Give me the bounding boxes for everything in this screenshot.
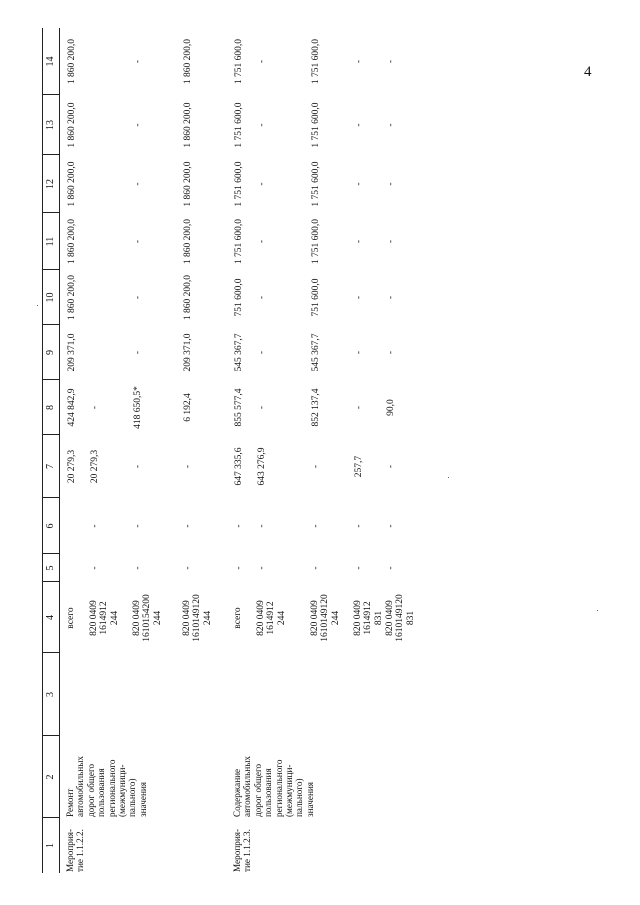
value-cell: 1 860 200,0 xyxy=(67,38,77,85)
value-cell: 209 371,0 xyxy=(67,333,77,372)
header-number: 4 xyxy=(45,615,56,620)
value-cell: - xyxy=(386,295,396,300)
value-cell: 647 335,6 xyxy=(234,447,244,486)
measure-description: автомобильных xyxy=(242,756,253,817)
measure-title: Мероприя- xyxy=(65,828,75,872)
value-cell: - xyxy=(133,123,143,127)
budget-code: всего xyxy=(233,607,243,629)
value-cell: - xyxy=(133,524,143,528)
value-cell: - xyxy=(257,182,267,186)
value-cell: - xyxy=(183,524,193,528)
header-number: 14 xyxy=(45,56,56,67)
value-cell: - xyxy=(234,524,244,528)
column-divider xyxy=(42,324,60,325)
header-number: 5 xyxy=(45,565,56,571)
column-divider xyxy=(42,553,60,554)
measure-title: Мероприя- xyxy=(232,828,242,872)
value-cell: 418 650,5* xyxy=(133,386,143,429)
value-cell: 6 192,4 xyxy=(183,393,193,422)
budget-code: 244 xyxy=(109,610,120,626)
value-cell: 545 367,7 xyxy=(234,333,244,372)
value-cell: - xyxy=(257,123,267,127)
header-number: 12 xyxy=(45,179,56,189)
value-cell: - xyxy=(386,59,396,64)
column-divider xyxy=(42,379,60,380)
value-cell: - xyxy=(311,464,321,469)
value-cell: 1 860 200,0 xyxy=(67,102,77,148)
budget-code: 820 0409 xyxy=(182,600,192,636)
value-cell: 751 600,0 xyxy=(234,278,244,317)
scan-speck xyxy=(597,610,598,611)
value-cell: - xyxy=(354,350,364,355)
measure-description: значения xyxy=(137,781,148,817)
value-cell: 1 751 600,0 xyxy=(311,218,321,265)
value-cell: 1 751 600,0 xyxy=(234,218,244,265)
value-cell: - xyxy=(133,566,143,570)
value-cell: - xyxy=(354,524,364,528)
header-number: 3 xyxy=(45,692,56,697)
measure-description: Ремонт xyxy=(65,788,75,817)
value-cell: - xyxy=(183,464,193,469)
column-divider xyxy=(42,735,60,736)
value-cell: - xyxy=(133,350,143,355)
value-cell: - xyxy=(257,405,267,410)
budget-code: 820 0409 xyxy=(89,600,99,636)
measure-title: тие 1.1.2.2. xyxy=(75,829,86,872)
value-cell: 751 600,0 xyxy=(311,278,321,317)
value-cell: 257,7 xyxy=(354,455,364,478)
measure-description: дорог общего xyxy=(85,763,96,817)
value-cell: 855 577,4 xyxy=(234,388,244,427)
budget-code: 244 xyxy=(202,610,213,626)
value-cell: - xyxy=(234,566,244,570)
value-cell: - xyxy=(354,566,364,570)
header-number: 1 xyxy=(45,843,56,848)
header-number: 6 xyxy=(45,523,56,529)
budget-code: 1614912 xyxy=(99,601,110,635)
value-cell: - xyxy=(311,524,321,528)
budget-code: 1610149120 xyxy=(395,594,406,642)
measure-description: пального) xyxy=(127,778,138,817)
value-cell: 1 751 600,0 xyxy=(311,161,321,207)
measure-description: пользования xyxy=(96,768,107,817)
budget-code: 820 0409 xyxy=(385,600,395,636)
value-cell: - xyxy=(386,566,396,570)
header-number: 7 xyxy=(45,464,56,469)
measure-description: пользования xyxy=(263,768,274,817)
budget-code: 831 xyxy=(373,610,384,626)
value-cell: - xyxy=(257,350,267,355)
measure-description: регионального xyxy=(106,759,117,817)
column-divider xyxy=(42,269,60,270)
column-divider xyxy=(42,652,60,653)
value-cell: - xyxy=(133,239,143,244)
value-cell: 1 860 200,0 xyxy=(67,218,77,265)
measure-description: автомобильных xyxy=(75,756,86,817)
measure-description: пального) xyxy=(294,778,305,817)
value-cell: - xyxy=(257,239,267,244)
value-cell: - xyxy=(257,295,267,300)
value-cell: 90,0 xyxy=(386,399,396,416)
value-cell: 1 751 600,0 xyxy=(234,161,244,207)
value-cell: - xyxy=(133,59,143,64)
value-cell: - xyxy=(90,405,100,410)
value-cell: 643 276,9 xyxy=(257,447,267,486)
budget-code: 820 0409 xyxy=(132,600,142,636)
value-cell: - xyxy=(386,123,396,127)
budget-code: 1614912 xyxy=(266,601,277,635)
value-cell: - xyxy=(354,123,364,127)
value-cell: - xyxy=(257,566,267,570)
column-divider xyxy=(42,434,60,435)
value-cell: - xyxy=(354,295,364,300)
budget-code: 244 xyxy=(152,610,163,626)
value-cell: - xyxy=(386,182,396,186)
measure-title: тие 1.1.2.3. xyxy=(242,829,253,872)
value-cell: 545 367,7 xyxy=(311,333,321,372)
value-cell: - xyxy=(386,239,396,244)
value-cell: - xyxy=(257,59,267,64)
value-cell: 1 860 200,0 xyxy=(183,218,193,265)
column-divider xyxy=(42,581,60,582)
measure-description: значения xyxy=(304,781,315,817)
value-cell: 209 371,0 xyxy=(183,333,193,372)
value-cell: 1 751 600,0 xyxy=(234,102,244,148)
header-number: 2 xyxy=(45,774,56,780)
value-cell: - xyxy=(133,464,143,469)
value-cell: 1 860 200,0 xyxy=(183,38,193,85)
budget-code: 820 0409 xyxy=(353,600,363,636)
value-cell: - xyxy=(354,182,364,186)
header-number: 10 xyxy=(45,292,56,303)
column-divider xyxy=(42,212,60,213)
value-cell: - xyxy=(311,566,321,570)
budget-code: 244 xyxy=(330,610,341,626)
value-cell: 424 842,9 xyxy=(67,388,77,427)
column-divider xyxy=(42,497,60,498)
budget-code: всего xyxy=(66,607,76,629)
value-cell: 1 860 200,0 xyxy=(183,102,193,148)
value-cell: - xyxy=(257,524,267,528)
measure-description: регионального xyxy=(273,759,284,817)
value-cell: 20 279,3 xyxy=(67,449,77,484)
value-cell: 1 751 600,0 xyxy=(311,102,321,148)
value-cell: 1 860 200,0 xyxy=(67,274,77,321)
value-cell: - xyxy=(354,239,364,244)
column-divider xyxy=(42,94,60,95)
budget-code: 1610149120 xyxy=(320,594,331,642)
measure-description: (межмуници- xyxy=(284,764,294,817)
value-cell: 1 860 200,0 xyxy=(183,274,193,321)
header-number: 13 xyxy=(45,120,56,130)
measure-description: дорог общего xyxy=(252,763,263,817)
value-cell: - xyxy=(133,295,143,300)
budget-code: 820 0409 xyxy=(310,600,320,636)
value-cell: - xyxy=(133,182,143,186)
value-cell: 1 860 200,0 xyxy=(183,161,193,207)
value-cell: 1 860 200,0 xyxy=(67,161,77,207)
budget-code: 1610154200 xyxy=(142,594,153,642)
value-cell: - xyxy=(183,566,193,570)
column-divider xyxy=(42,817,60,818)
budget-code: 1610149120 xyxy=(192,594,203,642)
value-cell: 852 137,4 xyxy=(311,388,321,427)
value-cell: - xyxy=(386,524,396,528)
budget-code: 820 0409 xyxy=(256,600,266,636)
value-cell: - xyxy=(386,350,396,355)
rotated-budget-table xyxy=(32,28,592,873)
value-cell: - xyxy=(354,405,364,410)
page-number: 4 xyxy=(584,64,592,80)
header-number: 11 xyxy=(45,236,56,247)
value-cell: 1 751 600,0 xyxy=(311,38,321,85)
budget-code: 1614912 xyxy=(363,601,374,635)
budget-code: 244 xyxy=(276,610,287,626)
column-divider xyxy=(42,154,60,155)
measure-description: (межмуници- xyxy=(117,764,127,817)
measure-description: Содержание xyxy=(232,768,242,817)
value-cell: - xyxy=(90,524,100,528)
value-cell: 1 751 600,0 xyxy=(234,38,244,85)
header-number: 8 xyxy=(45,405,56,410)
budget-code: 831 xyxy=(405,610,416,626)
value-cell: - xyxy=(386,464,396,469)
value-cell: 20 279,3 xyxy=(90,449,100,484)
value-cell: - xyxy=(354,59,364,64)
header-number: 9 xyxy=(45,350,56,355)
value-cell: - xyxy=(90,566,100,570)
